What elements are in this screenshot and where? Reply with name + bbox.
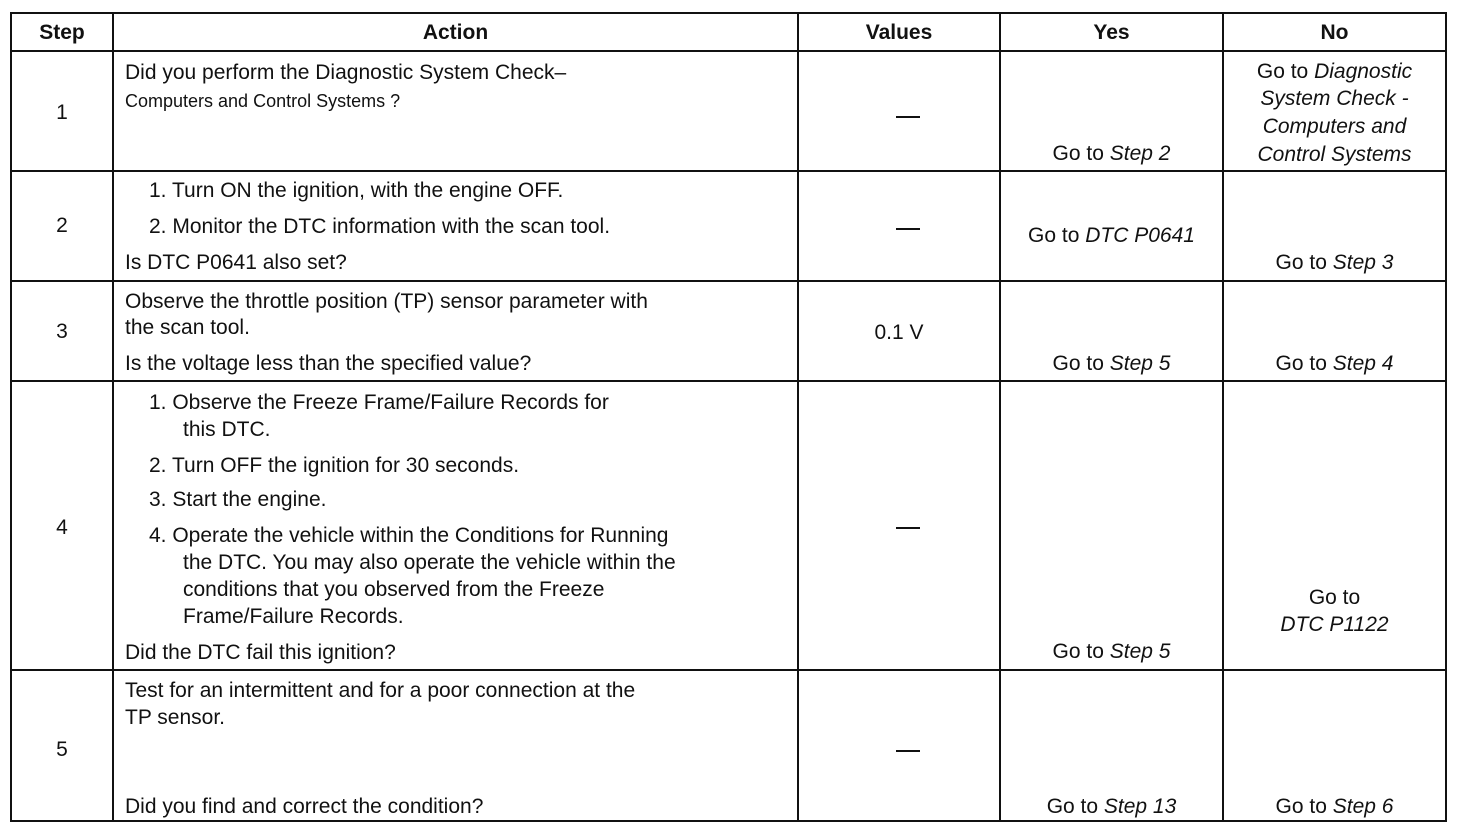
- action-line: 4. Operate the vehicle within the Conditions for Running: [149, 524, 669, 547]
- yes-prefix: Go to: [1052, 352, 1110, 375]
- no-link[interactable]: Go to: [1308, 586, 1361, 609]
- step-number: 3: [56, 320, 68, 343]
- action-line: Did the DTC fail this ignition?: [125, 641, 396, 664]
- action-line: 1. Observe the Freeze Frame/Failure Records for: [149, 391, 609, 414]
- action-line: the DTC. You may also operate the vehicle within the: [183, 551, 676, 574]
- yes-ref: Step 5: [1109, 640, 1171, 663]
- column-divider: [999, 14, 1001, 820]
- value-text: 0.1 V: [874, 321, 924, 344]
- action-line: Did you perform the Diagnostic System Check–: [125, 61, 567, 84]
- no-ref: System Check -: [1260, 87, 1409, 110]
- yes-prefix: Go to: [1028, 224, 1086, 247]
- no-ref: Computers and: [1262, 115, 1407, 138]
- action-line: Frame/Failure Records.: [183, 605, 404, 628]
- no-ref: Diagnostic: [1314, 60, 1413, 83]
- action-line: Is DTC P0641 also set?: [125, 251, 347, 274]
- row-divider: [12, 669, 1445, 671]
- yes-prefix: Go to: [1052, 640, 1110, 663]
- step-number: 2: [56, 214, 68, 237]
- column-divider: [797, 14, 799, 820]
- header-values: Values: [865, 21, 933, 44]
- no-link-cont[interactable]: [1224, 113, 1445, 140]
- no-link-cont[interactable]: [1224, 141, 1445, 168]
- row-divider: [12, 170, 1445, 172]
- no-ref: Step 6: [1332, 795, 1394, 818]
- yes-prefix: Go to: [1052, 142, 1110, 165]
- action-line: Test for an intermittent and for a poor connection at the: [125, 679, 636, 702]
- no-link[interactable]: [1224, 793, 1445, 820]
- action-line: Computers and Control Systems ?: [125, 91, 401, 111]
- action-line: the scan tool.: [125, 316, 250, 339]
- action-line: Is the voltage less than the specified value?: [125, 352, 532, 375]
- no-link[interactable]: [1224, 249, 1445, 276]
- action-line: 3. Start the engine.: [149, 488, 327, 511]
- header-action: Action: [422, 21, 489, 44]
- no-ref: Step 4: [1332, 352, 1394, 375]
- action-line: this DTC.: [183, 418, 271, 441]
- no-link-cont[interactable]: [1224, 85, 1445, 112]
- yes-link[interactable]: [1001, 350, 1222, 377]
- action-line: 2. Monitor the DTC information with the scan tool.: [149, 215, 611, 238]
- value-dash: [896, 527, 920, 529]
- no-prefix: Go to: [1275, 352, 1333, 375]
- no-ref: Step 3: [1332, 251, 1394, 274]
- column-divider: [112, 14, 114, 820]
- yes-ref: Step 2: [1109, 142, 1171, 165]
- no-link-cont[interactable]: [1224, 611, 1445, 638]
- no-link[interactable]: [1224, 350, 1445, 377]
- action-line: Did you find and correct the condition?: [125, 795, 484, 818]
- no-ref: DTC P1122: [1280, 613, 1389, 636]
- header-no: No: [1320, 21, 1349, 44]
- no-link[interactable]: [1224, 58, 1445, 85]
- no-prefix: Go to: [1275, 795, 1333, 818]
- value-dash: [896, 750, 920, 752]
- no-prefix: Go to: [1256, 60, 1315, 83]
- diagnostic-table: [10, 12, 1447, 822]
- yes-link[interactable]: [1001, 638, 1222, 665]
- no-ref: Control Systems: [1257, 143, 1412, 166]
- row-divider: [12, 280, 1445, 282]
- header-step: Step: [39, 21, 85, 44]
- value-dash: [896, 228, 920, 230]
- row-divider: [12, 380, 1445, 382]
- step-number: 5: [56, 738, 68, 761]
- yes-link[interactable]: [1001, 140, 1222, 167]
- yes-link[interactable]: [1001, 793, 1222, 820]
- yes-prefix: Go to: [1046, 795, 1104, 818]
- value-dash: [896, 116, 920, 118]
- yes-link[interactable]: [1001, 222, 1222, 249]
- no-prefix: Go to: [1275, 251, 1333, 274]
- step-number: 1: [56, 101, 68, 124]
- yes-ref: Step 13: [1103, 795, 1177, 818]
- header-yes: Yes: [1093, 21, 1130, 44]
- yes-ref: Step 5: [1109, 352, 1171, 375]
- action-line: Observe the throttle position (TP) sensor parameter with: [125, 290, 648, 313]
- action-line: TP sensor.: [125, 706, 225, 729]
- step-number: 4: [56, 516, 68, 539]
- action-line: 1. Turn ON the ignition, with the engine OFF.: [149, 179, 564, 202]
- yes-ref: DTC P0641: [1085, 224, 1195, 247]
- action-line: 2. Turn OFF the ignition for 30 seconds.: [149, 454, 520, 477]
- action-line: conditions that you observed from the Freeze: [183, 578, 605, 601]
